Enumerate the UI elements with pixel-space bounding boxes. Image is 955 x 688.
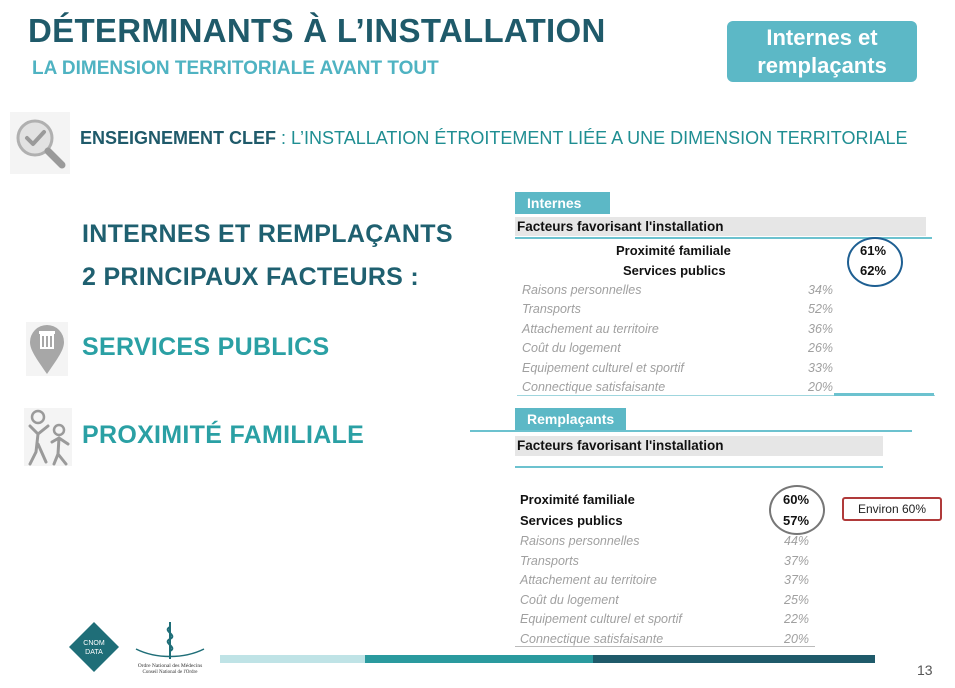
annotation-box: Environ 60% xyxy=(842,497,942,521)
map-pin-building-icon xyxy=(26,322,68,376)
internes-row-value: 33% xyxy=(808,361,834,375)
internes-bottom-accent xyxy=(834,393,934,396)
ordre-medecins-logo xyxy=(126,619,214,675)
remplacants-row-label: Transports xyxy=(520,554,579,568)
heading-line-1: INTERNES ET REMPLAÇANTS xyxy=(82,220,453,248)
remplacants-bottom-rule xyxy=(515,646,815,647)
footer-bar-segment xyxy=(593,655,875,663)
remplacants-row-value: 22% xyxy=(784,612,810,626)
ordre-logo-line-2: Conseil National de l'Ordre xyxy=(142,670,198,675)
cnom-logo-line-1: CNOM xyxy=(83,640,105,647)
internes-top-label: Proximité familiale xyxy=(616,243,731,258)
footer-bar-segment xyxy=(220,655,365,663)
remplacants-table-header: Facteurs favorisant l'installation xyxy=(515,436,883,456)
key-teaching xyxy=(80,128,908,149)
audience-badge xyxy=(727,21,917,82)
internes-row-value: 34% xyxy=(808,283,834,297)
internes-row-value: 20% xyxy=(808,380,834,394)
factor-proximite-familiale: PROXIMITÉ FAMILIALE xyxy=(82,421,365,449)
key-teaching-label: ENSEIGNEMENT CLEF xyxy=(80,128,277,148)
key-teaching-text: : L’INSTALLATION ÉTROITEMENT LIÉE A UNE DIMENSION TERRITORIALE xyxy=(276,128,908,148)
remplacants-row-label: Equipement culturel et sportif xyxy=(520,612,682,626)
internes-row-label: Connectique satisfaisante xyxy=(522,380,666,394)
page-subtitle: LA DIMENSION TERRITORIALE AVANT TOUT xyxy=(32,58,439,79)
remplacants-top-label: Proximité familiale xyxy=(520,492,635,507)
remplacants-top-rule xyxy=(470,430,912,432)
internes-row-value: 26% xyxy=(808,341,834,355)
internes-row-value: 36% xyxy=(808,322,834,336)
internes-row-label: Coût du logement xyxy=(522,341,621,355)
remplacants-top-value: 57% xyxy=(783,513,810,528)
cnom-data-logo xyxy=(68,621,120,673)
internes-row-value: 52% xyxy=(808,302,834,316)
page-title: DÉTERMINANTS À L’INSTALLATION xyxy=(28,12,606,49)
internes-row-label: Transports xyxy=(522,302,581,316)
page-number: 13 xyxy=(917,662,933,678)
remplacants-top-label: Services publics xyxy=(520,513,623,528)
remplacants-top-value: 60% xyxy=(783,492,810,507)
remplacants-row-label: Attachement au territoire xyxy=(520,573,657,587)
footer-bar-segment xyxy=(365,655,593,663)
internes-top-value: 62% xyxy=(860,263,887,278)
remplacants-tab: Remplaçants xyxy=(515,408,626,430)
badge-line-2: remplaçants xyxy=(757,53,887,78)
remplacants-row-value: 44% xyxy=(784,534,810,548)
internes-row-label: Equipement culturel et sportif xyxy=(522,361,684,375)
remplacants-row-label: Coût du logement xyxy=(520,593,619,607)
internes-tab: Internes xyxy=(515,192,610,214)
remplacants-row-value: 20% xyxy=(784,632,810,646)
remplacants-row-value: 37% xyxy=(784,573,810,587)
remplacants-row-label: Raisons personnelles xyxy=(520,534,640,548)
remplacants-row-value: 25% xyxy=(784,593,810,607)
cnom-logo-line-2: DATA xyxy=(85,649,103,656)
remplacants-row-value: 37% xyxy=(784,554,810,568)
factor-services-publics: SERVICES PUBLICS xyxy=(82,333,330,361)
internes-row-label: Raisons personnelles xyxy=(522,283,642,297)
ordre-logo-line-1: Ordre National des Médecins xyxy=(137,663,203,669)
remplacants-highlight-circle xyxy=(769,485,825,535)
remplacants-row-label: Connectique satisfaisante xyxy=(520,632,664,646)
family-icon xyxy=(24,408,72,466)
internes-table-header: Facteurs favorisant l'installation xyxy=(515,217,926,236)
remplacants-header-rule xyxy=(515,466,883,468)
badge-line-1: Internes et xyxy=(766,25,878,50)
heading-line-2: 2 PRINCIPAUX FACTEURS : xyxy=(82,263,420,291)
internes-top-label: Services publics xyxy=(623,263,726,278)
internes-top-value: 61% xyxy=(860,243,887,258)
internes-highlight-circle xyxy=(847,237,903,287)
internes-row-label: Attachement au territoire xyxy=(522,322,659,336)
magnifier-check-icon xyxy=(10,112,70,174)
